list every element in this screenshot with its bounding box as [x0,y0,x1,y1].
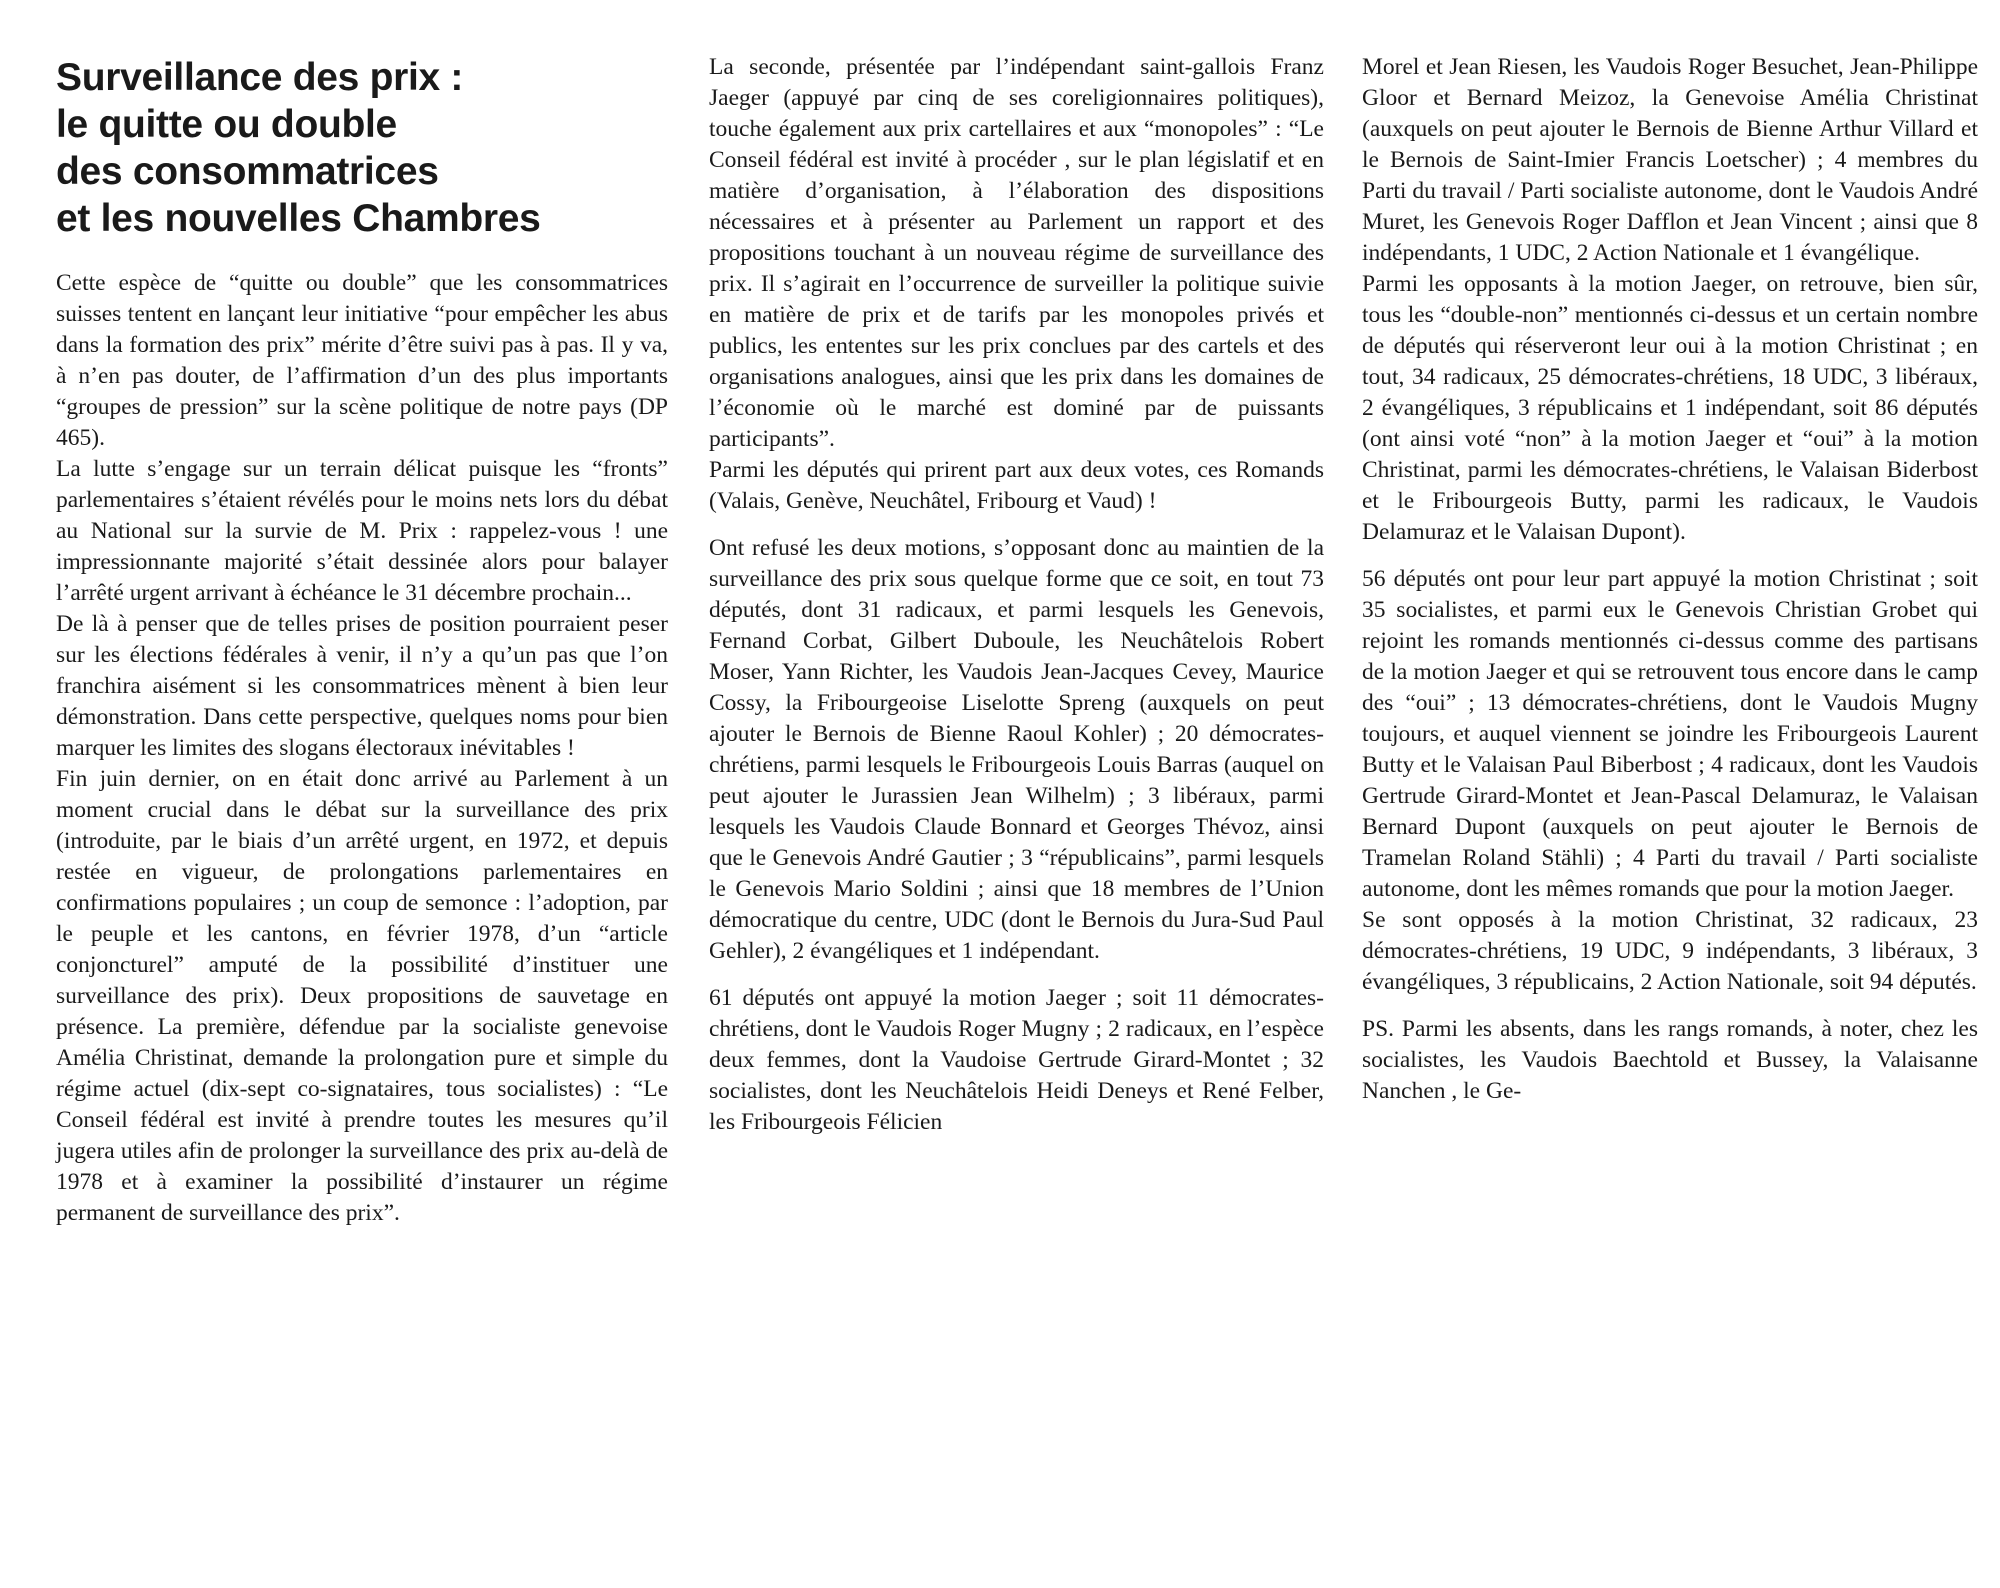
title-line: Surveillance des prix : [56,56,464,99]
title-line: et les nouvelles Chambres [56,197,541,240]
article-title [56,54,668,242]
paragraph: La lutte s’engage sur un terrain délicat puisque les “fronts” parlementaires s’étaient révélés pour le moins nets lors du débat au National sur la survie de M. Prix : rappelez-vous ! une impressionnante majorité s’était dessinée alors pour balayer l’arrêté urgent arrivant à échéance le 31 décembre prochain... [56,456,668,606]
article-column-3 [1362,52,1978,1107]
title-line: le quitte ou double [56,103,397,146]
paragraph: 56 députés ont pour leur part appuyé la motion Christinat ; soit 35 socialistes, et parmi eux le Genevois Christian Grobet qui rejoint les romands mentionnés ci-dessus comme des partisans de la motion Jaeger et qui se retrouvent tous encore dans le camp des “oui” ; 13 démocrates-chrétiens, dont le Vaudois Mugny toujours, et auquel viennent se joindre les Fribourgeois Laurent Butty et le Valaisan Paul Biberbost ; 4 radicaux, dont les Vaudois Gertrude Girard-Montet et Jean-Pascal Delamuraz, le Valaisan Bernard Dupont (auxquels on peut ajouter le Bernois de Tramelan Roland Stähli) ; 4 Parti du travail / Parti socialiste autonome, dont les mêmes romands que pour la motion Jaeger. [1362,566,1978,902]
article-column-1 [56,54,668,1229]
paragraph: Ont refusé les deux motions, s’opposant donc au maintien de la surveillance des prix sous quelque forme que ce soit, en tout 73 députés, dont 31 radicaux, et parmi lesquels les Genevois, Fernand Corbat, Gilbert Duboule, les Neuchâtelois Robert Moser, Yann Richter, les Vaudois Jean-Jacques Cevey, Maurice Cossy, la Fribourgeoise Liselotte Spreng (auxquels on peut ajouter le Bernois de Bienne Raoul Kohler) ; 20 démocrates-chrétiens, parmi lesquels le Fribourgeois Louis Barras (auquel on peut ajouter le Jurassien Jean Wilhelm) ; 3 libéraux, parmi lesquels les Vaudois Claude Bonnard et Georges Thévoz, ainsi que le Genevois André Gautier ; 3 “républicains”, parmi lesquels le Genevois Mario Soldini ; ainsi que 18 membres de l’Union démocratique du centre, UDC (dont le Bernois du Jura-Sud Paul Gehler), 2 évangéliques et 1 indépendant. [709,535,1324,964]
paragraph: Parmi les opposants à la motion Jaeger, on retrouve, bien sûr, tous les “double-non” mentionnés ci-dessus et un certain nombre de députés qui réserveront leur oui à la motion Christinat ; en tout, 34 radicaux, 25 démocrates-chrétiens, 18 UDC, 3 libéraux, 2 évangéliques, 3 républicains et 1 indépendant, soit 86 députés (ont ainsi voté “non” à la motion Jaeger et “oui” à la motion Christinat, parmi les démocrates-chrétiens, le Valaisan Biderbost et le Fribourgeois Butty, parmi les radicaux, le Vaudois Delamuraz et le Valaisan Dupont). [1362,271,1978,545]
paragraph: Morel et Jean Riesen, les Vaudois Roger Besuchet, Jean-Philippe Gloor et Bernard Meizoz, la Genevoise Amélia Christinat (auxquels on peut ajouter le Bernois de Bienne Arthur Villard et le Bernois de Saint-Imier Francis Loetscher) ; 4 membres du Parti du travail / Parti socialiste autonome, dont le Vaudois André Muret, les Genevois Roger Dafflon et Jean Vincent ; ainsi que 8 indépendants, 1 UDC, 2 Action Nationale et 1 évangélique. [1362,54,1978,266]
article-column-2 [709,52,1324,1138]
paragraph: La seconde, présentée par l’indépendant saint-gallois Franz Jaeger (appuyé par cinq de ses coreligionnaires politiques), touche également aux prix cartellaires et aux “monopoles” : “Le Conseil fédéral est invité à procéder , sur le plan législatif et en matière d’organisation, à l’élaboration des dispositions nécessaires et à présenter au Parlement un rapport et des propositions touchant à un nouveau régime de surveillance des prix. Il s’agirait en l’occurrence de surveiller la politique suivie en matière de prix et de tarifs par les monopoles privés et publics, les ententes sur les prix conclues par des cartels et des organisations analogues, ainsi que les prix dans les domaines de l’économie où le marché est dominé par de puissants participants”. [709,54,1324,452]
paragraph: Fin juin dernier, on en était donc arrivé au Parlement à un moment crucial dans le débat sur la surveillance des prix (introduite, par le biais d’un arrêté urgent, en 1972, et depuis restée en vigueur, de prolongations parlementaires en confirmations populaires ; un coup de semonce : l’adoption, par le peuple et les cantons, en février 1978, d’un “article conjoncturel” amputé de la possibilité d’instituer une surveillance des prix). Deux propositions de sauvetage en présence. La première, défendue par la socialiste genevoise Amélia Christinat, demande la prolongation pure et simple du régime actuel (dix-sept co-signataires, tous socialistes) : “Le Conseil fédéral est invité à prendre toutes les mesures qu’il jugera utiles afin de prolonger la surveillance des prix au-delà de 1978 et à examiner la possibilité d’instaurer un régime permanent de surveillance des prix”. [56,766,668,1226]
title-line: des consommatrices [56,150,439,193]
paragraph: PS. Parmi les absents, dans les rangs romands, à noter, chez les socialistes, les Vaudois Baechtold et Bussey, la Valaisanne Nanchen , le Ge- [1362,1016,1978,1104]
paragraph: 61 députés ont appuyé la motion Jaeger ; soit 11 démocrates-chrétiens, dont le Vaudois Roger Mugny ; 2 radicaux, en l’espèce deux femmes, dont la Vaudoise Gertrude Girard-Montet ; 32 socialistes, dont les Neuchâtelois Heidi Deneys et René Felber, les Fribourgeois Félicien [709,985,1324,1135]
paragraph: Cette espèce de “quitte ou double” que les consommatrices suisses tentent en lançant leur initiative “pour empêcher les abus dans la formation des prix” mérite d’être suivi pas à pas. Il y va, à n’en pas douter, de l’affirmation d’un des plus importants “groupes de pression” sur la scène politique de notre pays (DP 465). [56,270,668,451]
paragraph: Parmi les députés qui prirent part aux deux votes, ces Romands (Valais, Genève, Neuchâtel, Fribourg et Vaud) ! [709,457,1324,514]
paragraph: Se sont opposés à la motion Christinat, 32 radicaux, 23 démocrates-chrétiens, 19 UDC, 9 indépendants, 3 libéraux, 3 évangéliques, 3 républicains, 2 Action Nationale, soit 94 députés. [1362,907,1978,995]
paragraph: De là à penser que de telles prises de position pourraient peser sur les élections fédérales à venir, il n’y a qu’un pas que l’on franchira aisément si les consommatrices mènent à bien leur démonstration. Dans cette perspective, quelques noms pour bien marquer les limites des slogans électoraux inévitables ! [56,611,668,761]
